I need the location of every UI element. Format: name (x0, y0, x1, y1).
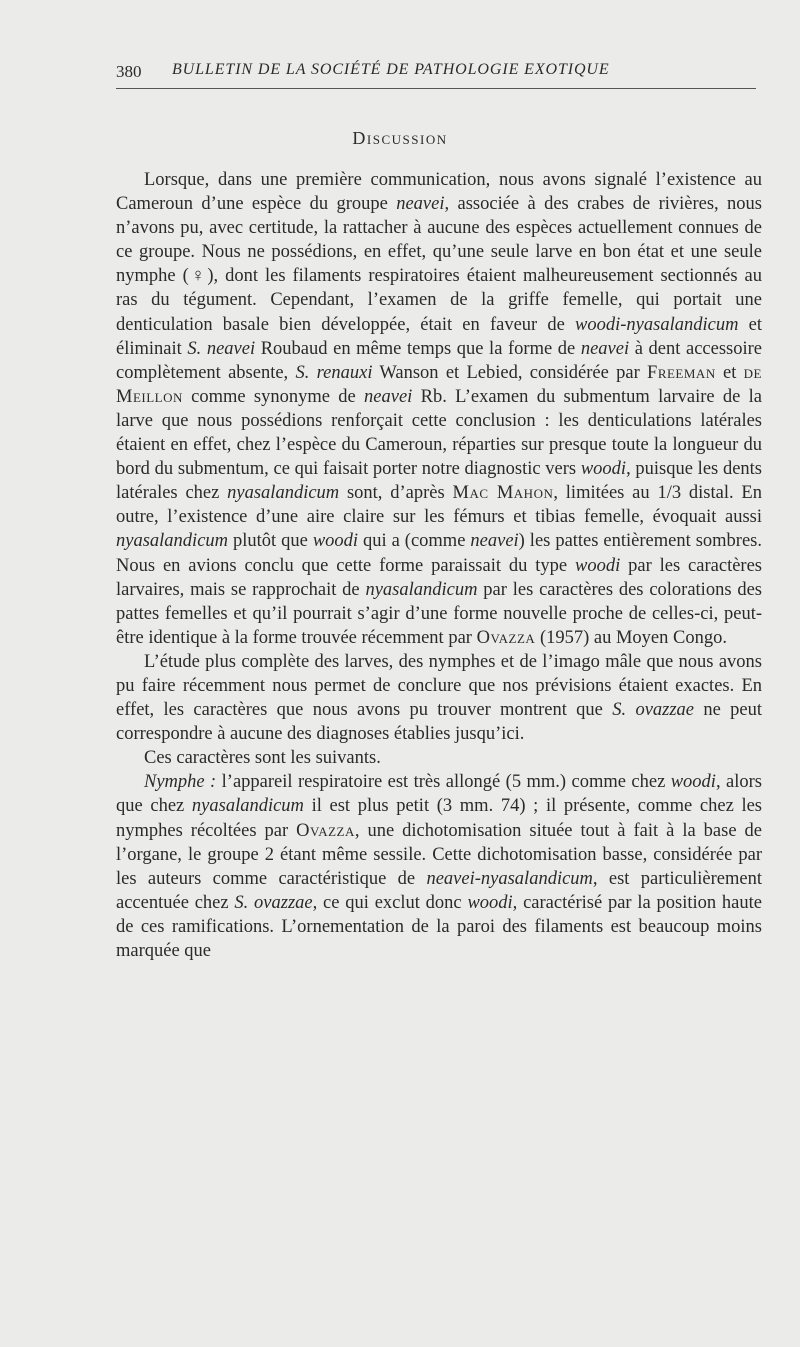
author-name: Ovazza (296, 820, 355, 841)
page-header (116, 58, 756, 89)
author-name: Mac Mahon (452, 483, 554, 504)
running-title: BULLETIN DE LA SOCIÉTÉ DE PATHOLOGIE EXOTIQUE (172, 61, 610, 78)
author-name: de Meillon (116, 362, 762, 407)
paragraph-1: Lorsque, dans une première communication, nous avons signalé l’existence au Cameroun d’une espèce du groupe neavei, associée à des crabes de rivières, nous n’avons pu, avec certitude, la rattacher à aucune des espèces actuellement connues de ce groupe. Nous ne possédions, en effet, qu’une seule larve en bon état et une seule nymphe (♀), dont les filaments respiratoires étaient malheureusement sectionnés au ras du tégument. Cependant, l’examen de la griffe femelle, qui portait une denticulation basale bien développée, était en faveur de woodi-nyasalandicum et éliminait S. neavei Roubaud en même temps que la forme de neavei à dent accessoire complètement absente, S. renauxi Wanson et Lebied, considérée par Freeman et de Meillon comme synonyme de neavei Rb. L’examen du submentum larvaire de la larve que nous possédions renforçait cette conclusion : les denticulations latérales étaient en effet, chez l’espèce du Cameroun, réparties sur presque toute la longueur du bord du submentum, ce qui faisait porter notre diagnostic vers woodi, puisque les dents latérales chez nyasalandicum sont, d’après Mac Mahon, limitées au 1/3 distal. En outre, l’existence d’une aire claire sur les fémurs et tibias femelle, évoquait aussi nyasalandicum plutôt que woodi qui a (comme neavei) les pattes entièrement sombres. Nous en avions conclu que cette forme paraissait du type woodi par les caractères larvaires, mais se rapprochait de nyasalandicum par les caractères des colorations des pattes femelles et qu’il pourrait s’agir d’une forme nouvelle proche de celles-ci, peut-être identique à la forme trouvée récemment par Ovazza (1957) au Moyen Congo. (116, 170, 763, 648)
paragraph-4: Nymphe : l’appareil respiratoire est très allongé (5 mm.) comme chez woodi, alors que chez nyasalandicum il est plus petit (3 mm. 74) ; il présente, comme chez les nymphes récoltées par Ovazza, une dichotomisation située tout à fait à la base de l’organe, le groupe 2 étant même sessile. Cette dichotomisation basse, considérée par les auteurs comme caractéristique de neavei-nyasalandicum, est particulièrement accentuée chez S. ovazzae, ce qui exclut donc woodi, caractérisé par la position haute de ces ramifications. L’ornementation de la paroi des filaments est beaucoup moins marquée que (116, 772, 762, 961)
paragraph-2: L’étude plus complète des larves, des nymphes et de l’imago mâle que nous avons pu faire récemment nous permet de conclure que nos prévisions étaient exactes. En effet, les caractères que nous avons pu trouver montrent que S. ovazzae ne peut correspondre à aucune des diagnoses établies jusqu’ici. (116, 651, 762, 745)
page-number: 380 (116, 62, 142, 81)
author-name: Freeman (647, 362, 716, 383)
paragraph-3: Ces caractères sont les suivants. (144, 748, 381, 769)
section-title: Discussion (352, 128, 448, 148)
body-text (116, 168, 762, 963)
author-name: Ovazza (476, 627, 536, 648)
